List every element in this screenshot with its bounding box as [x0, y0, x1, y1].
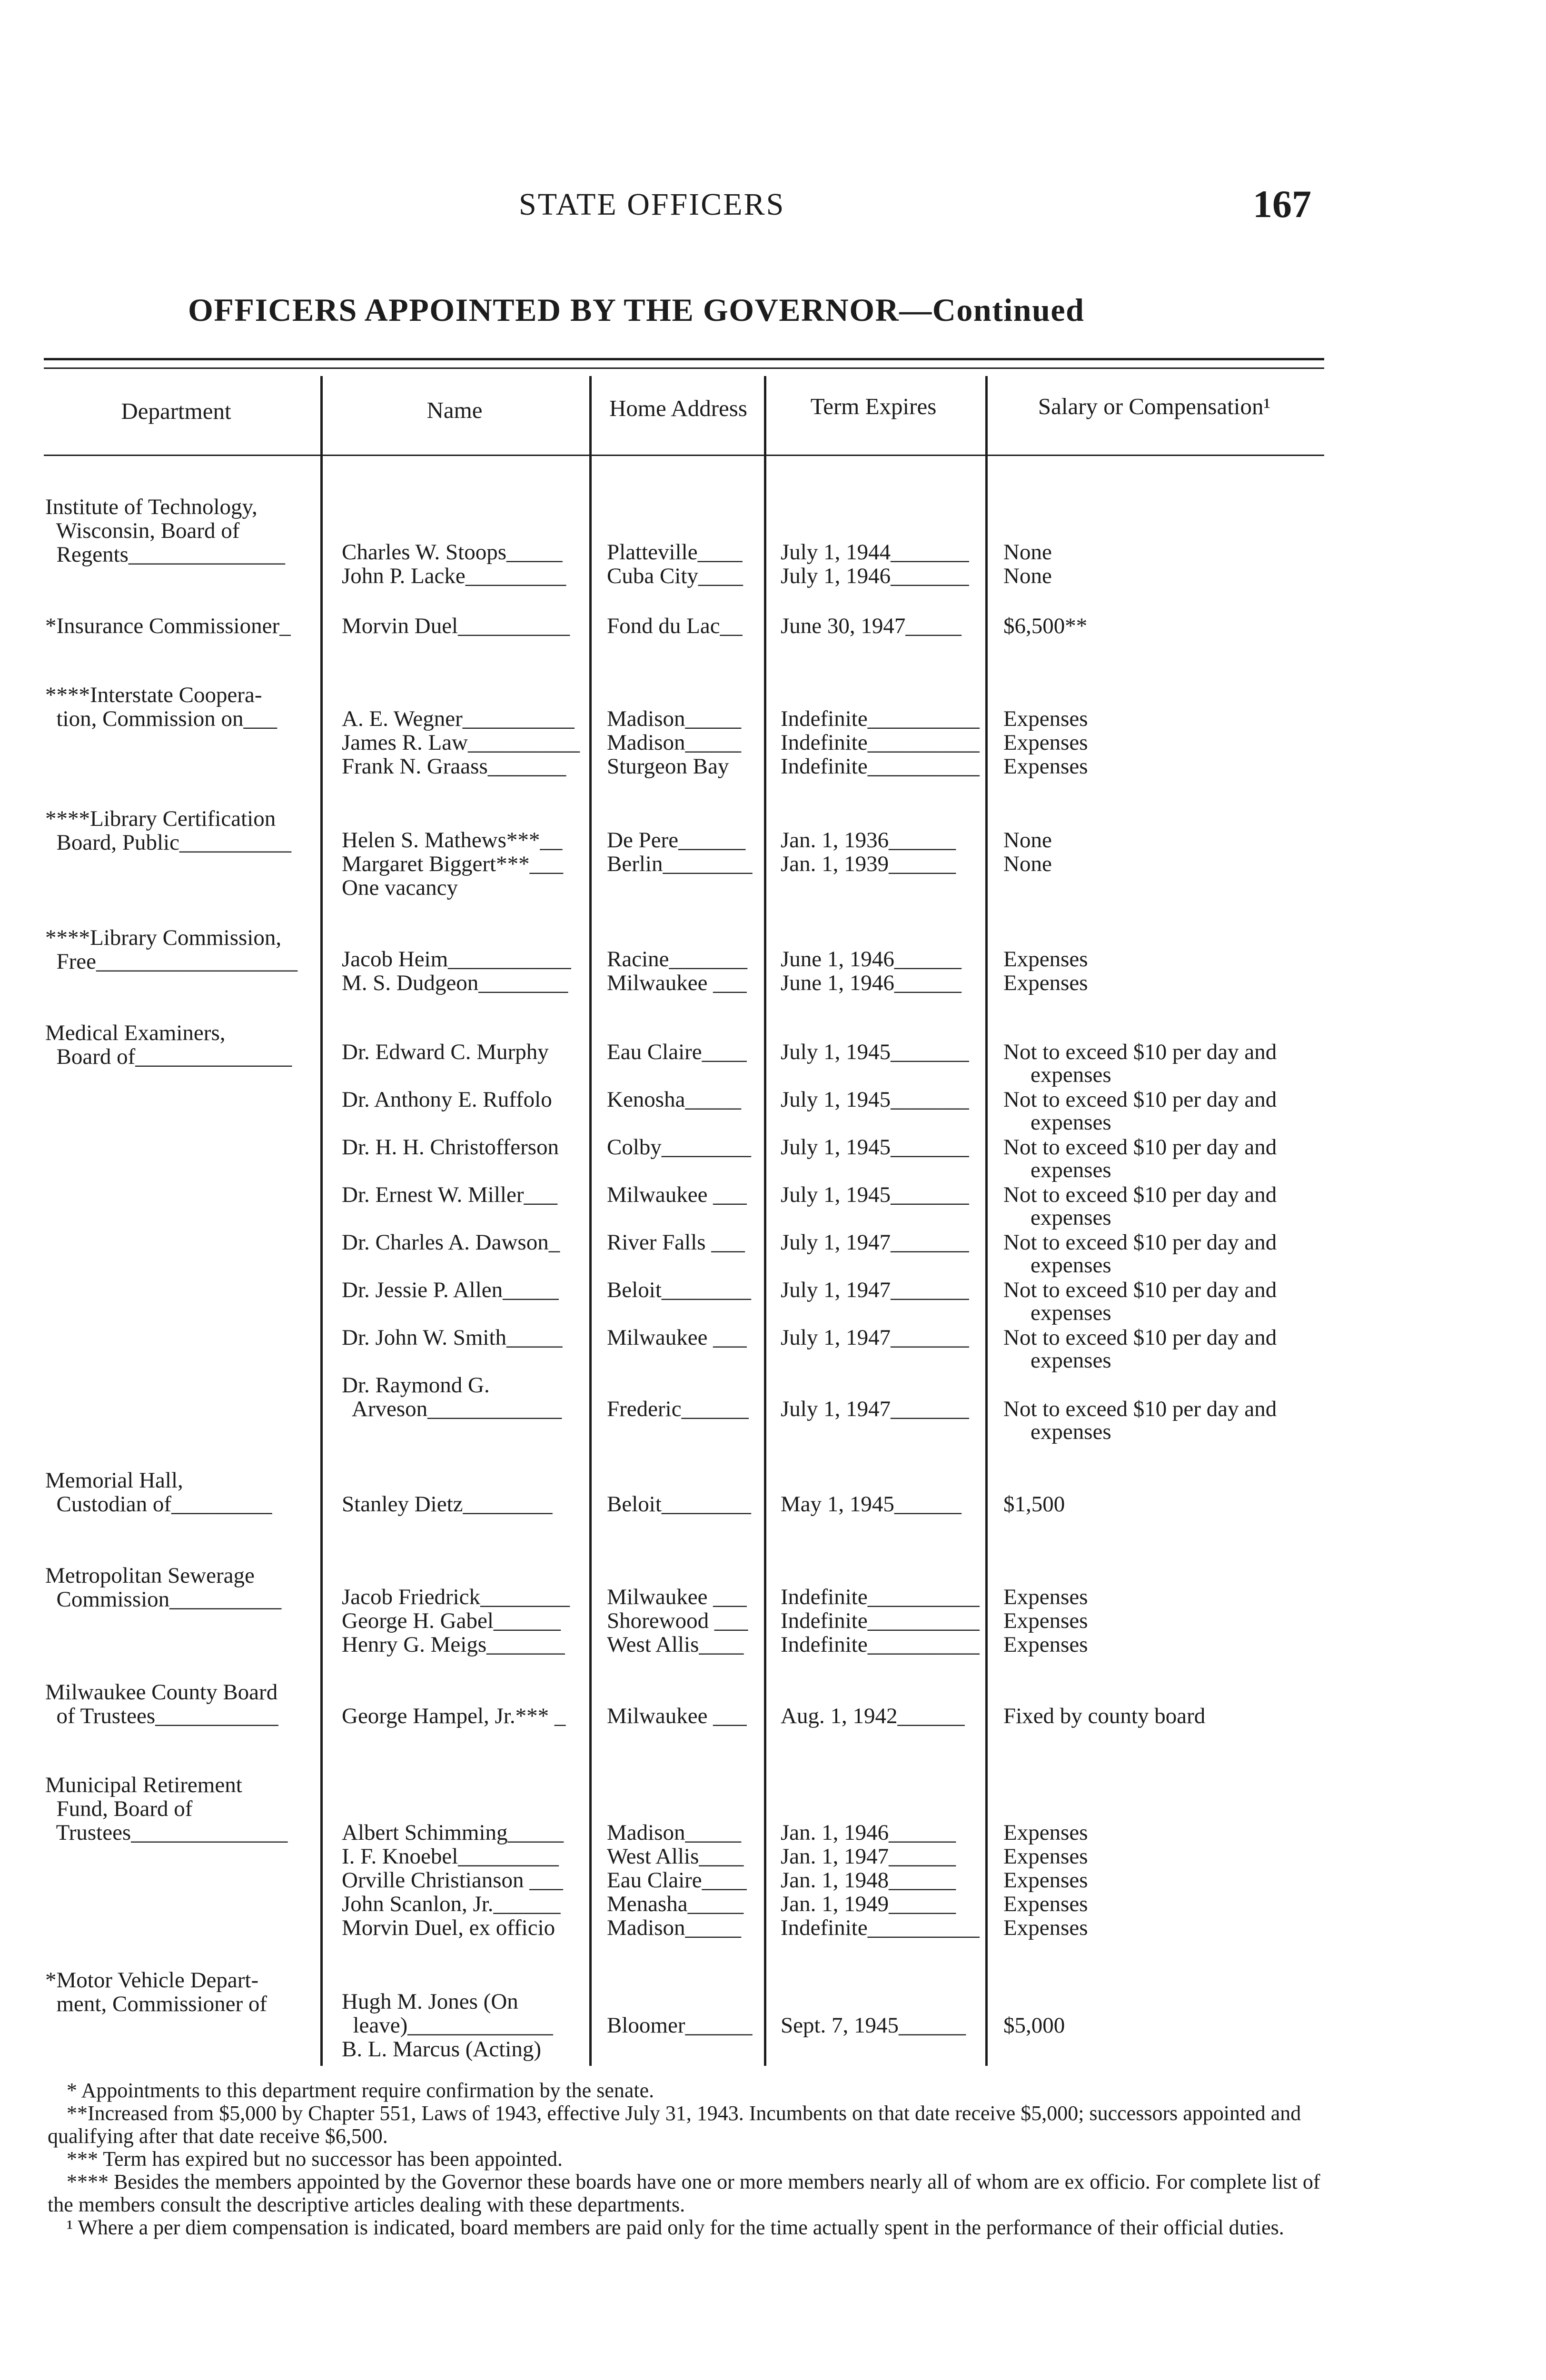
salary: None — [1003, 828, 1052, 853]
home-address: Milwaukee ___ — [607, 971, 747, 995]
home-address: Madison_____ — [607, 1820, 741, 1845]
home-address: Madison_____ — [607, 1915, 741, 1940]
officer-name: B. L. Marcus (Acting) — [342, 2037, 541, 2062]
salary: Expenses — [1003, 1632, 1088, 1657]
term-expires: Indefinite__________ — [781, 1915, 980, 1940]
department-name: Medical Examiners, — [45, 1021, 226, 1045]
term-expires: Indefinite__________ — [781, 706, 980, 731]
officer-name: Arveson____________ — [342, 1397, 562, 1421]
home-address: West Allis____ — [607, 1844, 744, 1869]
column-header-department: Department — [121, 398, 231, 424]
salary: Not to exceed $10 per day and — [1003, 1397, 1277, 1421]
officer-name: Dr. Ernest W. Miller___ — [342, 1182, 557, 1207]
term-expires: Jan. 1, 1939______ — [781, 852, 956, 876]
officer-name: Dr. Charles A. Dawson_ — [342, 1230, 560, 1255]
footnote: **Increased from $5,000 by Chapter 551, Laws of 1943, effective July 31, 1943. Incumbents on that date receive $5,000; successors appointed and qualifying after that date receive $6,500. — [48, 2102, 1301, 2148]
home-address: Colby________ — [607, 1135, 751, 1160]
home-address: River Falls ___ — [607, 1230, 745, 1255]
home-address: Beloit________ — [607, 1278, 751, 1302]
home-address: De Pere______ — [607, 828, 746, 853]
officer-name: Dr. H. H. Christofferson — [342, 1135, 559, 1160]
term-expires: July 1, 1945_______ — [781, 1135, 969, 1160]
term-expires: July 1, 1946_______ — [781, 564, 969, 588]
department-name: Board, Public__________ — [45, 830, 291, 855]
department-name: Commission__________ — [45, 1587, 282, 1612]
department-name: Regents______________ — [45, 542, 285, 567]
department-name: Wisconsin, Board of — [45, 518, 240, 543]
term-expires: June 1, 1946______ — [781, 971, 961, 995]
department-name: *Motor Vehicle Depart- — [45, 1968, 259, 1993]
column-header-name: Name — [426, 397, 483, 423]
salary: $6,500** — [1003, 614, 1088, 638]
salary-continuation: expenses — [1031, 1110, 1111, 1135]
officer-name: Jacob Heim___________ — [342, 947, 571, 972]
footnote: *** Term has expired but no successor has been appointed. — [67, 2147, 563, 2171]
term-expires: Jan. 1, 1947______ — [781, 1844, 956, 1869]
department-name: Custodian of_________ — [45, 1492, 272, 1517]
department-name: Municipal Retirement — [45, 1773, 242, 1797]
home-address: Beloit________ — [607, 1492, 751, 1517]
department-name: tion, Commission on___ — [45, 706, 277, 731]
officer-name: Orville Christianson ___ — [342, 1868, 563, 1893]
home-address: Milwaukee ___ — [607, 1585, 747, 1609]
home-address: Eau Claire____ — [607, 1040, 747, 1064]
officer-name: Charles W. Stoops_____ — [342, 540, 563, 565]
salary: Not to exceed $10 per day and — [1003, 1040, 1277, 1064]
department-name: *Insurance Commissioner_ — [45, 614, 291, 638]
department-name: Board of______________ — [45, 1044, 292, 1069]
officer-name: Dr. Raymond G. — [342, 1373, 490, 1398]
salary: Expenses — [1003, 947, 1088, 972]
home-address: Milwaukee ___ — [607, 1182, 747, 1207]
salary-continuation: expenses — [1031, 1348, 1111, 1373]
column-header-home-address: Home Address — [609, 395, 747, 421]
officer-name: M. S. Dudgeon________ — [342, 971, 568, 995]
term-expires: Jan. 1, 1949______ — [781, 1892, 956, 1916]
officer-name: Dr. Edward C. Murphy — [342, 1040, 549, 1064]
officer-name: leave)_____________ — [342, 2013, 553, 2038]
term-expires: Jan. 1, 1948______ — [781, 1868, 956, 1893]
running-head: STATE OFFICERS — [519, 187, 785, 222]
salary: None — [1003, 852, 1052, 876]
home-address: Shorewood ___ — [607, 1608, 748, 1633]
salary: Expenses — [1003, 1820, 1088, 1845]
department-name: Institute of Technology, — [45, 495, 258, 519]
home-address: Frederic______ — [607, 1397, 749, 1421]
salary-continuation: expenses — [1031, 1158, 1111, 1182]
salary: None — [1003, 540, 1052, 565]
home-address: Platteville____ — [607, 540, 743, 565]
officer-name: George Hampel, Jr.*** _ — [342, 1704, 566, 1728]
salary: Expenses — [1003, 971, 1088, 995]
home-address: Cuba City____ — [607, 564, 743, 588]
salary-continuation: expenses — [1031, 1419, 1111, 1444]
salary: $1,500 — [1003, 1492, 1065, 1517]
term-expires: Jan. 1, 1946______ — [781, 1820, 956, 1845]
salary: Expenses — [1003, 1892, 1088, 1916]
salary: Expenses — [1003, 1585, 1088, 1609]
footnote: **** Besides the members appointed by the Governor these boards have one or more members nearly all of whom are ex officio. For complete list of the members consult the descriptive articles dealing with these departments. — [48, 2170, 1320, 2216]
page-number: 167 — [1253, 182, 1311, 226]
section-title: OFFICERS APPOINTED BY THE GOVERNOR—Continued — [188, 292, 1085, 328]
term-expires: Sept. 7, 1945______ — [781, 2013, 966, 2038]
home-address: Madison_____ — [607, 730, 741, 755]
home-address: Menasha_____ — [607, 1892, 744, 1916]
term-expires: July 1, 1947_______ — [781, 1230, 969, 1255]
salary-continuation: expenses — [1031, 1062, 1111, 1087]
term-expires: July 1, 1947_______ — [781, 1397, 969, 1421]
officer-name: A. E. Wegner__________ — [342, 706, 575, 731]
home-address: Berlin________ — [607, 852, 753, 876]
department-name: ****Interstate Coopera- — [45, 683, 262, 707]
department-name: Milwaukee County Board — [45, 1680, 278, 1705]
department-name: Metropolitan Sewerage — [45, 1563, 255, 1588]
officer-name: Morvin Duel, ex officio — [342, 1915, 555, 1940]
footnote: * Appointments to this department require confirmation by the senate. — [67, 2079, 654, 2102]
salary: Not to exceed $10 per day and — [1003, 1087, 1277, 1112]
salary: Expenses — [1003, 1844, 1088, 1869]
officer-name: Hugh M. Jones (On — [342, 1989, 518, 2014]
department-name: Free__________________ — [45, 949, 298, 974]
home-address: West Allis____ — [607, 1632, 744, 1657]
department-name: ****Library Commission, — [45, 925, 282, 950]
salary: None — [1003, 564, 1052, 588]
column-header-salary: Salary or Compensation¹ — [1038, 393, 1271, 419]
term-expires: May 1, 1945______ — [781, 1492, 961, 1517]
salary-continuation: expenses — [1031, 1253, 1111, 1278]
department-name: Trustees______________ — [45, 1820, 288, 1845]
term-expires: Indefinite__________ — [781, 1585, 980, 1609]
officer-name: I. F. Knoebel_________ — [342, 1844, 559, 1869]
term-expires: Indefinite__________ — [781, 754, 980, 779]
officer-name: Albert Schimming_____ — [342, 1820, 564, 1845]
salary: Expenses — [1003, 754, 1088, 779]
salary: Not to exceed $10 per day and — [1003, 1230, 1277, 1255]
home-address: Madison_____ — [607, 706, 741, 731]
home-address: Eau Claire____ — [607, 1868, 747, 1893]
salary: Not to exceed $10 per day and — [1003, 1278, 1277, 1302]
salary: $5,000 — [1003, 2013, 1065, 2038]
officer-name: Stanley Dietz________ — [342, 1492, 553, 1517]
officer-name: Morvin Duel__________ — [342, 614, 570, 638]
term-expires: Indefinite__________ — [781, 730, 980, 755]
salary: Expenses — [1003, 1608, 1088, 1633]
salary: Not to exceed $10 per day and — [1003, 1135, 1277, 1160]
officer-name: Dr. John W. Smith_____ — [342, 1325, 563, 1350]
officer-name: Dr. Anthony E. Ruffolo — [342, 1087, 552, 1112]
column-header-term-expires: Term Expires — [810, 393, 937, 419]
officer-name: Frank N. Graass_______ — [342, 754, 566, 779]
salary-continuation: expenses — [1031, 1300, 1111, 1325]
term-expires: Indefinite__________ — [781, 1632, 980, 1657]
department-name: Memorial Hall, — [45, 1468, 183, 1493]
officer-name: Margaret Biggert***___ — [342, 852, 564, 876]
term-expires: July 1, 1947_______ — [781, 1278, 969, 1302]
term-expires: Indefinite__________ — [781, 1608, 980, 1633]
officer-name: One vacancy — [342, 875, 458, 900]
officer-name: Jacob Friedrick________ — [342, 1585, 570, 1609]
term-expires: July 1, 1945_______ — [781, 1087, 969, 1112]
home-address: Fond du Lac__ — [607, 614, 743, 638]
home-address: Bloomer______ — [607, 2013, 753, 2038]
salary: Not to exceed $10 per day and — [1003, 1182, 1277, 1207]
department-name: Fund, Board of — [45, 1796, 193, 1821]
term-expires: July 1, 1944_______ — [781, 540, 969, 565]
term-expires: June 1, 1946______ — [781, 947, 961, 972]
home-address: Racine_______ — [607, 947, 747, 972]
salary-continuation: expenses — [1031, 1205, 1111, 1230]
term-expires: July 1, 1945_______ — [781, 1040, 969, 1064]
term-expires: June 30, 1947_____ — [781, 614, 961, 638]
officer-name: James R. Law__________ — [342, 730, 580, 755]
salary: Expenses — [1003, 1868, 1088, 1893]
salary: Fixed by county board — [1003, 1704, 1206, 1728]
home-address: Milwaukee ___ — [607, 1325, 747, 1350]
officer-name: Henry G. Meigs_______ — [342, 1632, 565, 1657]
officer-name: George H. Gabel______ — [342, 1608, 561, 1633]
department-name: ment, Commissioner of — [45, 1992, 268, 2016]
home-address: Milwaukee ___ — [607, 1704, 747, 1728]
footnotes — [48, 2079, 1333, 2239]
term-expires: July 1, 1945_______ — [781, 1182, 969, 1207]
salary: Expenses — [1003, 706, 1088, 731]
salary: Not to exceed $10 per day and — [1003, 1325, 1277, 1350]
salary: Expenses — [1003, 730, 1088, 755]
department-name: of Trustees___________ — [45, 1704, 278, 1728]
term-expires: July 1, 1947_______ — [781, 1325, 969, 1350]
department-name: ****Library Certification — [45, 806, 276, 831]
salary: Expenses — [1003, 1915, 1088, 1940]
footnote: ¹ Where a per diem compensation is indicated, board members are paid only for the time actually spent in the performance of their official duties. — [67, 2216, 1284, 2239]
officer-name: Helen S. Mathews***__ — [342, 828, 563, 853]
term-expires: Jan. 1, 1936______ — [781, 828, 956, 853]
term-expires: Aug. 1, 1942______ — [781, 1704, 965, 1728]
home-address: Sturgeon Bay — [607, 754, 729, 779]
officer-name: Dr. Jessie P. Allen_____ — [342, 1278, 559, 1302]
officer-name: John P. Lacke_________ — [342, 564, 566, 588]
officer-name: John Scanlon, Jr.______ — [342, 1892, 561, 1916]
home-address: Kenosha_____ — [607, 1087, 741, 1112]
